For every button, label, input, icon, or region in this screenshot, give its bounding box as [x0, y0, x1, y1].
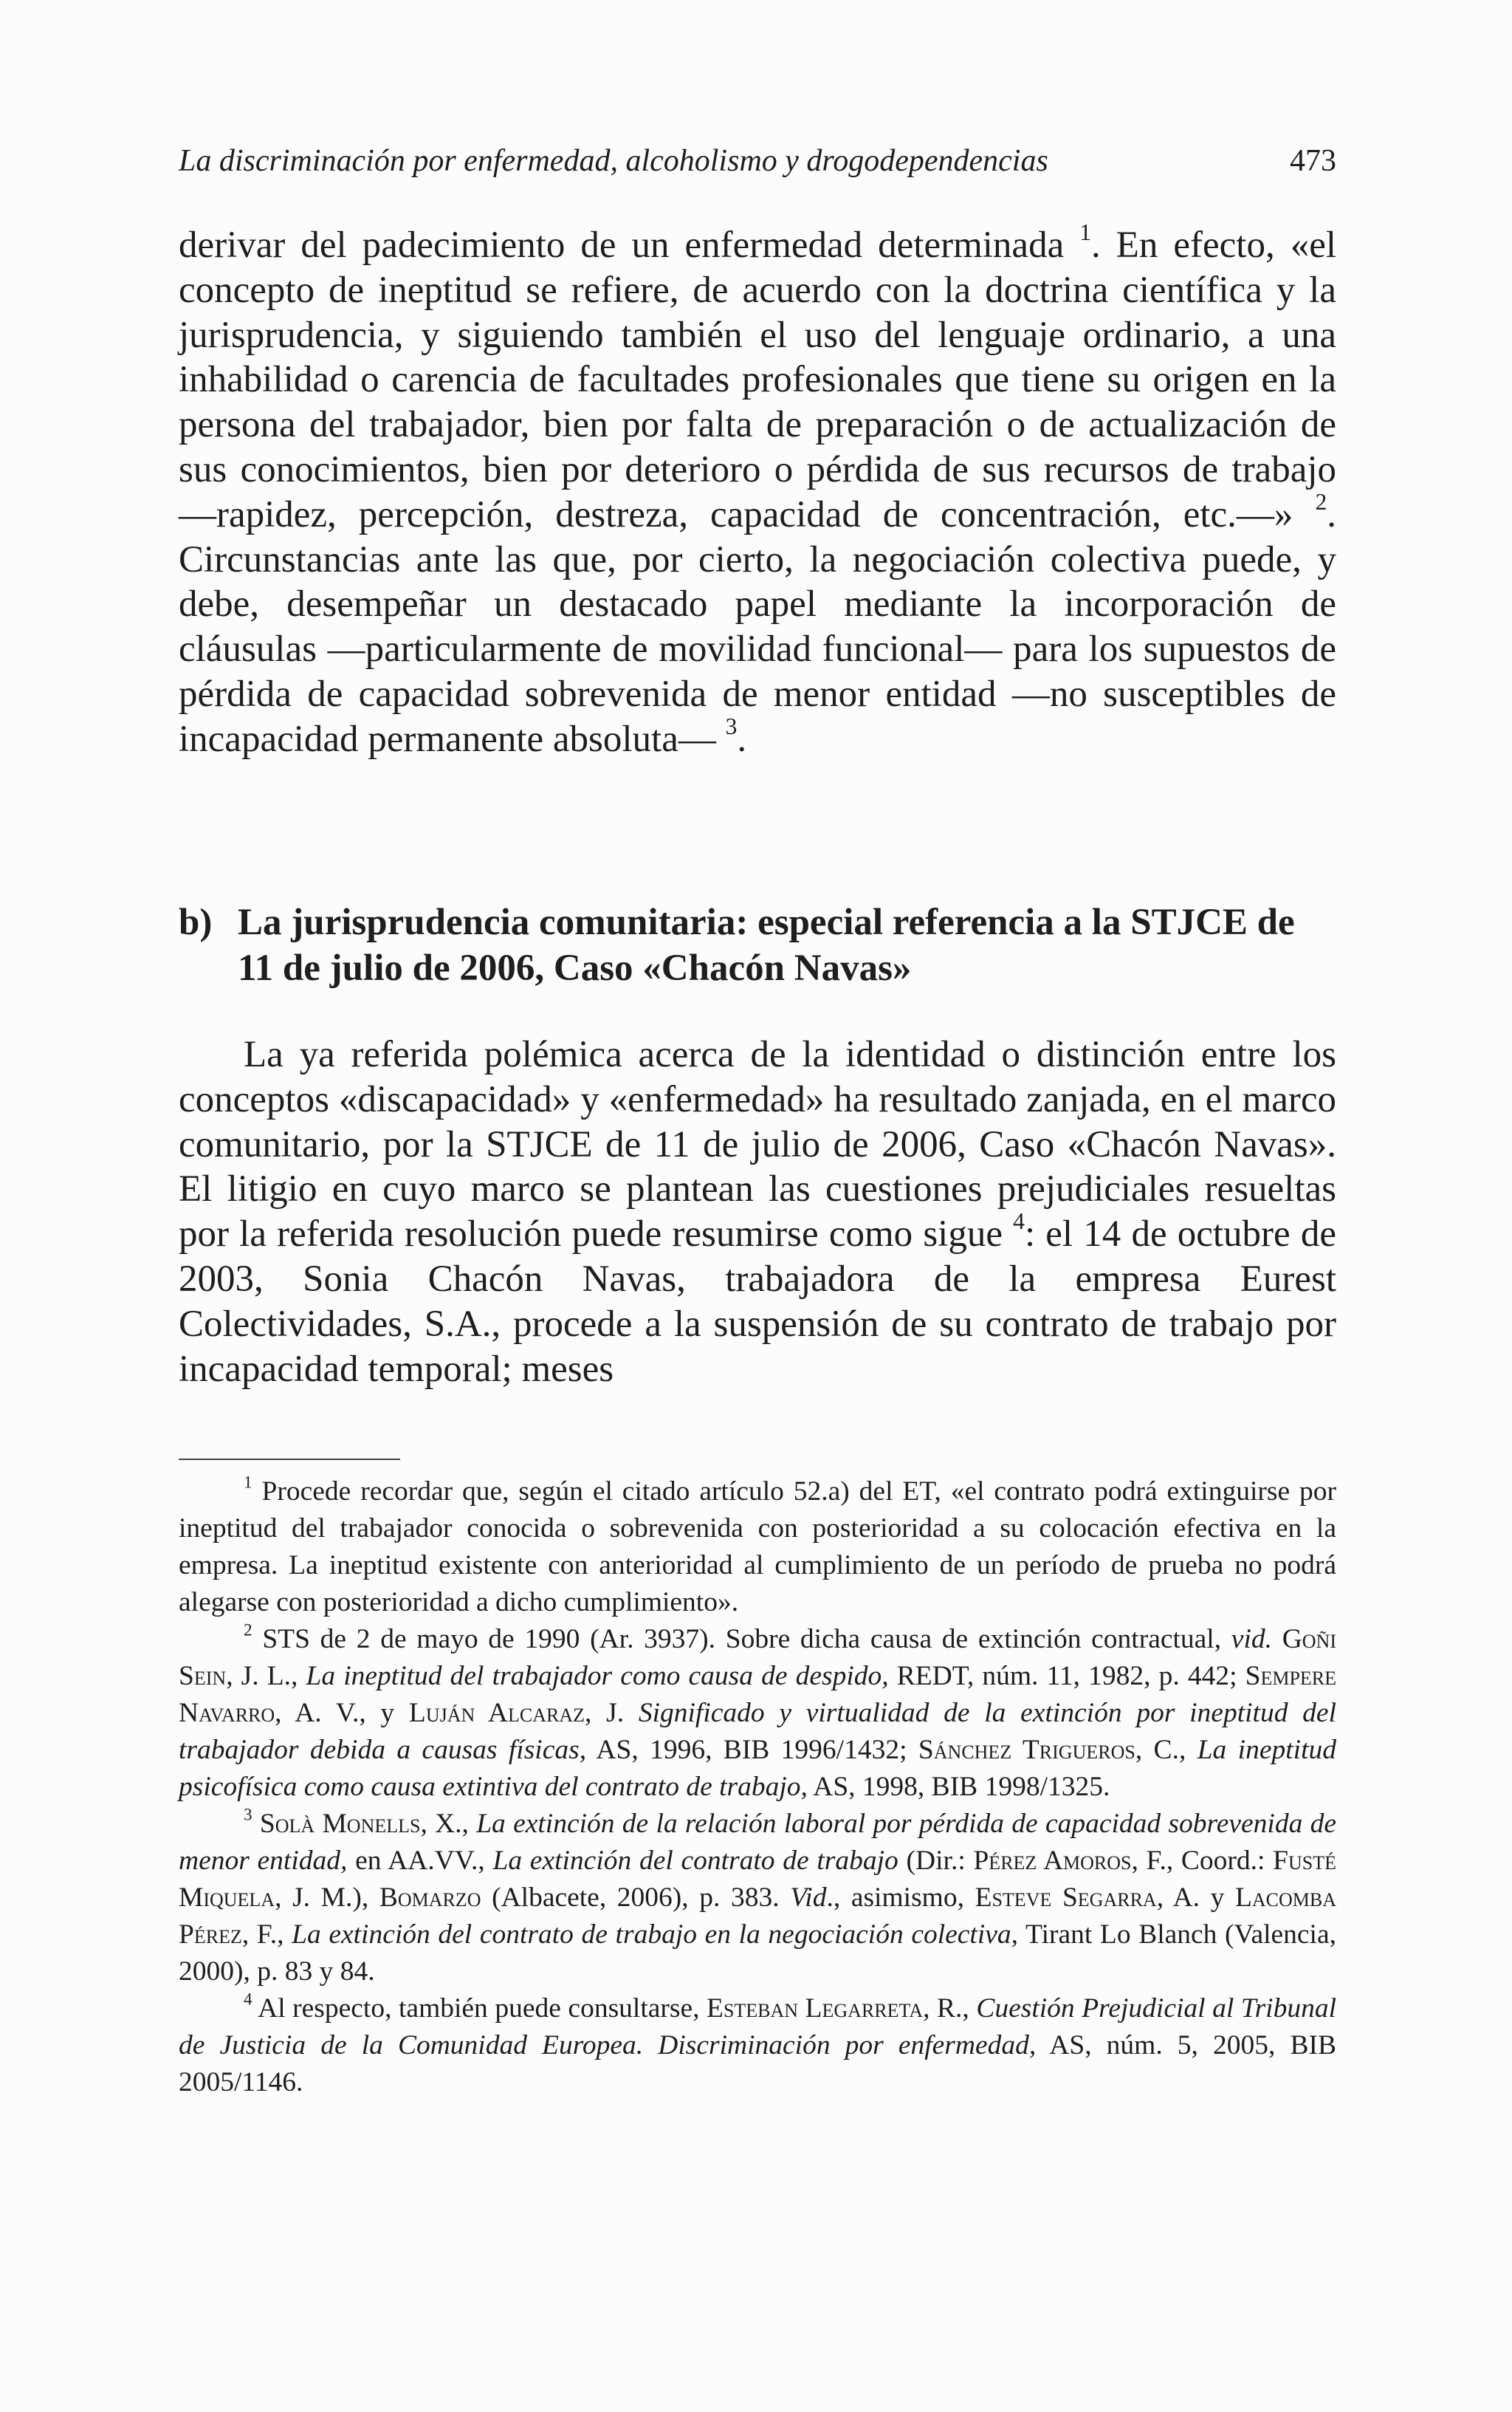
citation-work: La ineptitud del trabajador como causa de despido, — [306, 1661, 889, 1691]
footnote-text: en AA.VV., — [355, 1846, 485, 1876]
footnote-ref-3: 3 — [725, 713, 738, 739]
paragraph-text: . En efecto, «el concepto de ineptitud se refiere, de acuerdo con la doctrina científica y la jurisprudencia, y siguiendo también el uso del lenguaje ordinario, a una inhabilidad o carencia de facultades profesionales que tiene su origen en la persona del trabajador, bien por falta de preparación o de actualización de sus conocimientos, bien por deterioro o pérdida de sus recursos de trabajo —rapidez, percepción, destreza, capacidad de concentración, etc.—» — [179, 225, 1337, 535]
running-head — [179, 137, 1336, 185]
citation-publisher: Bomarzo — [379, 1882, 481, 1913]
page-number: 473 — [1290, 144, 1336, 178]
citation-author: Sánchez Trigueros — [918, 1735, 1135, 1765]
footnote-text: AS, 1998, BIB 1998/1325. — [813, 1772, 1110, 1802]
section-label: b) — [179, 902, 213, 943]
footnote-4 — [179, 1990, 1336, 2101]
footnote-divider — [179, 1459, 400, 1460]
footnote-number: 2 — [244, 1620, 252, 1640]
citation-author: Luján Alcaraz — [408, 1698, 585, 1728]
footnote-number: 1 — [244, 1473, 252, 1493]
citation-author: Esteve Segarra — [975, 1882, 1157, 1913]
citation-work: La ineptitud psicofísica como causa extintiva del contrato de trabajo, — [179, 1735, 1336, 1802]
footnote-text: , A. y — [1156, 1882, 1225, 1913]
footnote-text: , F., — [241, 1919, 284, 1950]
citation-author: Goñi Sein — [179, 1624, 1336, 1691]
paragraph-text: . Circunstancias ante las que, por cierto, la negociación colectiva puede, y debe, desempeñar un destacado papel mediante la incorporación de cláusulas —particularmente de movilidad funcional— para los supuestos de pérdida de capacidad sobrevenida de menor entidad —no susceptibles de incapacidad permanente absoluta— — [179, 493, 1336, 760]
footnote-text: , X., — [420, 1809, 469, 1839]
footnote-number: 4 — [244, 1990, 252, 2010]
citation-author: Sempere Navarro — [179, 1661, 1337, 1728]
footnote-text: , R., — [923, 1993, 969, 2024]
footnote-text: ., asimismo, — [826, 1882, 964, 1913]
citation-abbrev: vid. — [1231, 1624, 1272, 1654]
footnote-text: AS, 1996, BIB 1996/1432; — [596, 1735, 907, 1765]
footnote-text: , J. — [585, 1698, 625, 1728]
paragraph-text: derivar del padecimiento de un enfermedad determinada — [179, 225, 1065, 266]
footnote-ref-4: 4 — [1013, 1208, 1025, 1235]
footnote-ref-2: 2 — [1315, 489, 1327, 515]
section-heading — [179, 900, 1336, 991]
paragraph-text: La ya referida polémica acerca de la identidad o distinción entre los conceptos «discapacidad» y «enfermedad» ha resultado zanjada, en el marco comunitario, por la STJCE de 11 de julio de 2006, Caso «Chacón Navas». El litigio en cuyo marco se plantean las cuestiones prejudiciales resueltas por la referida resolución puede resumirse como sigue — [179, 1034, 1336, 1255]
footnote-text: (Dir.: — [906, 1846, 966, 1876]
citation-author: Lacomba Pérez — [179, 1882, 1337, 1950]
footnote-1 — [179, 1473, 1336, 1621]
footnote-text: , J. L., — [226, 1661, 298, 1691]
citation-work: La extinción del contrato de trabajo — [492, 1846, 898, 1876]
citation-work: Cuestión Prejudicial al Tribunal de Justicia de la Comunidad Europea. Discriminación por enfermedad, — [179, 1993, 1337, 2060]
section-title: La jurisprudencia comunitaria: especial referencia a la STJCE de 11 de julio de 2006, Caso «Chacón Navas» — [238, 902, 1295, 989]
footnote-text: AS, núm. 5, 2005, BIB 2005/1146. — [179, 2030, 1337, 2097]
footnote-text: Tirant Lo Blanch (Valencia, 2000), p. 83 y 84. — [179, 1919, 1336, 1987]
footnotes — [179, 1473, 1336, 2101]
citation-abbrev: Vid — [790, 1882, 827, 1913]
footnote-text: , A. V., y — [275, 1698, 395, 1728]
paragraph-text: . — [737, 718, 747, 760]
citation-work: La extinción del contrato de trabajo en la negociación colectiva, — [292, 1919, 1019, 1950]
citation-work: Significado y virtualidad de la extinción por ineptitud del trabajador debida a causas físicas, — [179, 1698, 1336, 1765]
paragraph-text: : el 14 de octubre de 2003, Sonia Chacón Navas, trabajadora de la empresa Eurest Colectividades, S.A., procede a la suspensión de su contrato de trabajo por incapacidad temporal; meses — [179, 1213, 1336, 1390]
citation-author: Solà Monells — [259, 1809, 421, 1839]
paragraph-continued — [179, 219, 1337, 762]
footnote-text: , C., — [1135, 1735, 1186, 1765]
footnote-text: REDT, núm. 11, 1982, p. 442; — [896, 1661, 1237, 1691]
footnote-text: , J. M.), — [275, 1882, 369, 1913]
footnote-text: STS de 2 de mayo de 1990 (Ar. 3937). Sobre dicha causa de extinción contractual, — [262, 1624, 1222, 1654]
footnote-text: (Albacete, 2006), p. 383. — [492, 1882, 780, 1913]
citation-work: La extinción de la relación laboral por pérdida de capacidad sobrevenida de menor entidad, — [179, 1809, 1336, 1876]
footnote-number: 3 — [244, 1805, 252, 1825]
footnote-text: , F., Coord.: — [1131, 1846, 1265, 1876]
footnote-ref-1: 1 — [1079, 219, 1092, 246]
paragraph — [179, 1032, 1336, 1391]
citation-author: Esteban Legarreta — [707, 1993, 924, 2024]
footnote-2 — [179, 1621, 1336, 1806]
footnote-text: Al respecto, también puede consultarse, — [258, 1993, 700, 2024]
running-title: La discriminación por enfermedad, alcoholismo y drogodependencias — [179, 144, 1048, 178]
citation-author: Fusté Miquela — [179, 1846, 1337, 1913]
footnote-text: Procede recordar que, según el citado artículo 52.a) del ET, «el contrato podrá extinguirse por ineptitud del trabajador conocida o sobrevenida con posterioridad a su colocación efectiva en la empresa. La ineptitud existente con anterioridad al cumplimiento de un período de prueba no podrá alegarse con posterioridad a dicho cumplimiento». — [179, 1476, 1336, 1617]
footnote-3 — [179, 1806, 1336, 1990]
citation-author: Pérez Amoros — [973, 1846, 1132, 1876]
